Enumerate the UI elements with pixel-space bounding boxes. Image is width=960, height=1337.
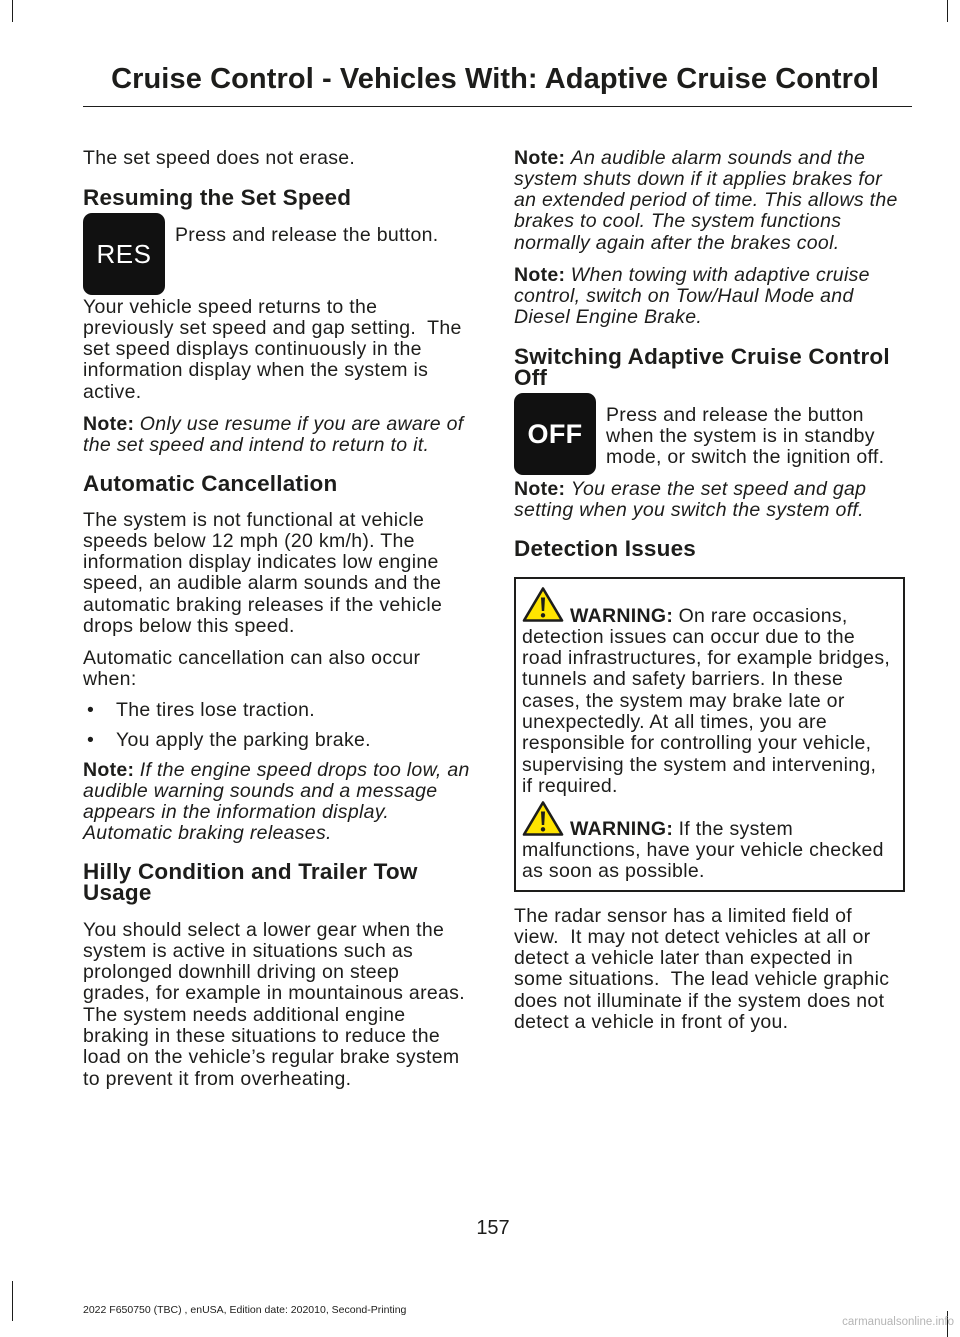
text-line: information display when the system is <box>83 359 429 382</box>
text-line <box>522 819 884 840</box>
header-rule <box>83 106 912 107</box>
off-button-icon <box>514 393 596 475</box>
note-towing <box>514 265 870 329</box>
text-line: detect a vehicle in front of you. <box>514 1011 789 1034</box>
text-line: supervising the system and intervening, <box>522 753 877 776</box>
text-line: system is active in situations such as <box>83 939 414 962</box>
text-line: system shuts down if it applies brakes for <box>514 167 883 190</box>
text-line: The system is not functional at vehicle <box>83 508 425 531</box>
text-line: mode, or switch the ignition off. <box>606 446 885 469</box>
text-line: The system needs additional engine <box>83 1003 406 1026</box>
heading-detection-issues: Detection Issues <box>514 536 697 561</box>
text-line: tunnels and safety barriers. In these <box>522 668 844 691</box>
note-resume <box>83 414 464 457</box>
note-text: Only use resume if you are aware of <box>139 412 464 435</box>
text-line: automatic braking releases if the vehicle <box>83 593 443 616</box>
cancellation-also-paragraph <box>83 648 420 691</box>
text-line: speed, an audible alarm sounds and the <box>83 572 442 595</box>
note-switch-off <box>514 479 866 522</box>
text-line: when the system is in standby <box>606 424 875 447</box>
text-line: drops below this speed. <box>83 615 295 638</box>
text-line: the set speed and intend to return to it. <box>83 433 430 456</box>
note-text: An audible alarm sounds and the <box>570 146 866 169</box>
text-line <box>83 760 470 781</box>
note-label: Note: <box>514 477 566 500</box>
intro-text: The set speed does not erase. <box>83 146 356 169</box>
text-line: Diesel Engine Brake. <box>514 306 703 329</box>
note-label: Note: <box>83 412 135 435</box>
resume-instruction: Press and release the button. <box>175 223 439 246</box>
text-line: audible warning sounds and a message <box>83 779 438 802</box>
bullet-glyph: • <box>87 728 95 751</box>
text-line: if required. <box>522 775 618 798</box>
heading-line: Off <box>514 365 548 391</box>
note-text: You erase the set speed and gap <box>570 477 867 500</box>
warning-text-malfunction <box>522 819 884 883</box>
page-title: Cruise Control - Vehicles With: Adaptive Cruise Control <box>111 63 879 95</box>
warning-label: WARNING: <box>570 604 674 627</box>
text-line: unexpectedly. At all times, you are <box>522 711 827 734</box>
text-line: previously set speed and gap setting. The <box>83 316 462 339</box>
cancellation-paragraph <box>83 510 442 638</box>
heading-line: Hilly Condition and Trailer Tow <box>83 859 418 884</box>
text-line: normally again after the brakes cool. <box>514 231 840 254</box>
heading-switching-off <box>514 346 890 389</box>
bullet-item <box>83 730 371 751</box>
warning-label: WARNING: <box>570 817 674 840</box>
text-line: grades, for example in mountainous areas. <box>83 982 465 1005</box>
text-line: braking in these situations to reduce the <box>83 1025 441 1048</box>
text-line: load on the vehicle’s regular brake system <box>83 1046 460 1069</box>
heading-line: Switching Adaptive Cruise Control <box>514 344 890 369</box>
text-line: cases, the system may brake late or <box>522 689 845 712</box>
warning-text: If the system <box>678 817 794 840</box>
text-line: as soon as possible. <box>522 860 705 883</box>
text-line: You should select a lower gear when the <box>83 918 445 941</box>
text-line: malfunctions, have your vehicle checked <box>522 838 884 861</box>
text-line: detect a vehicle later than expected in <box>514 947 854 970</box>
warning-text-detection <box>522 606 890 798</box>
bullet-item <box>83 700 315 721</box>
hilly-paragraph <box>83 920 465 1091</box>
note-brakes-cool <box>514 148 898 255</box>
text-line: Press and release the button <box>606 403 864 426</box>
text-line <box>514 148 898 169</box>
crop-mark-bottom-left <box>12 1281 13 1321</box>
watermark: carmanualsonline.info <box>842 1316 954 1328</box>
text-line: speeds below 12 mph (20 km/h). The <box>83 529 415 552</box>
off-icon-label: OFF <box>527 418 583 449</box>
text-line <box>83 414 464 435</box>
heading-line: Usage <box>83 880 152 906</box>
res-button-icon <box>83 213 165 295</box>
text-line: active. <box>83 380 142 403</box>
text-line <box>514 479 866 500</box>
warning-box <box>514 577 905 892</box>
resume-paragraph <box>83 297 462 404</box>
off-instruction <box>606 405 884 469</box>
heading-resuming-set-speed: Resuming the Set Speed <box>83 185 352 210</box>
text-line: some situations. The lead vehicle graphic <box>514 968 890 991</box>
bullet-glyph: • <box>87 698 95 721</box>
note-label: Note: <box>514 263 566 286</box>
crop-mark-top-right <box>947 0 948 22</box>
bullet-text: You apply the parking brake. <box>116 728 371 751</box>
text-line: road infrastructures, for example bridges, <box>522 647 891 670</box>
note-text: If the engine speed drops too low, an <box>139 758 470 781</box>
crop-mark-top-left <box>12 0 13 22</box>
text-line: responsible for controlling your vehicle, <box>522 732 872 755</box>
text-line: setting when you switch the system off. <box>514 498 864 521</box>
text-line: information display indicates low engine <box>83 551 439 574</box>
edition-line: 2022 F650750 (TBC) , enUSA, Edition date: 202010, Second-Printing <box>83 1304 407 1316</box>
text-line: control, switch on Tow/Haul Mode and <box>514 284 854 307</box>
text-line: appears in the information display. <box>83 801 390 824</box>
note-label: Note: <box>83 758 135 781</box>
note-text: When towing with adaptive cruise <box>570 263 870 286</box>
text-line: prolonged downhill driving on steep <box>83 961 400 984</box>
text-line: detection issues can occur due to the <box>522 625 856 648</box>
note-cancellation <box>83 760 470 845</box>
radar-paragraph <box>514 906 889 1034</box>
page-number: 157 <box>476 1217 510 1239</box>
res-icon-label: RES <box>96 238 152 269</box>
heading-hilly-condition <box>83 861 418 904</box>
text-line: Automatic braking releases. <box>83 822 332 845</box>
text-line: view. It may not detect vehicles at all or <box>514 925 871 948</box>
text-line: brakes to cool. The system functions <box>514 210 842 233</box>
warning-text: On rare occasions, <box>678 604 848 627</box>
text-line <box>514 265 870 286</box>
note-label: Note: <box>514 146 566 169</box>
heading-automatic-cancellation: Automatic Cancellation <box>83 471 338 496</box>
text-line: an extended period of time. This allows the <box>514 189 898 212</box>
bullet-text: The tires lose traction. <box>116 698 316 721</box>
text-line: Your vehicle speed returns to the <box>83 295 378 318</box>
text-line: to prevent it from overheating. <box>83 1067 352 1090</box>
text-line: set speed displays continuously in the <box>83 338 422 361</box>
text-line: Automatic cancellation can also occur <box>83 646 421 669</box>
text-line: does not illuminate if the system does not <box>514 989 885 1012</box>
text-line: when: <box>83 667 137 690</box>
text-line: The radar sensor has a limited field of <box>514 904 852 927</box>
text-line <box>522 606 890 627</box>
